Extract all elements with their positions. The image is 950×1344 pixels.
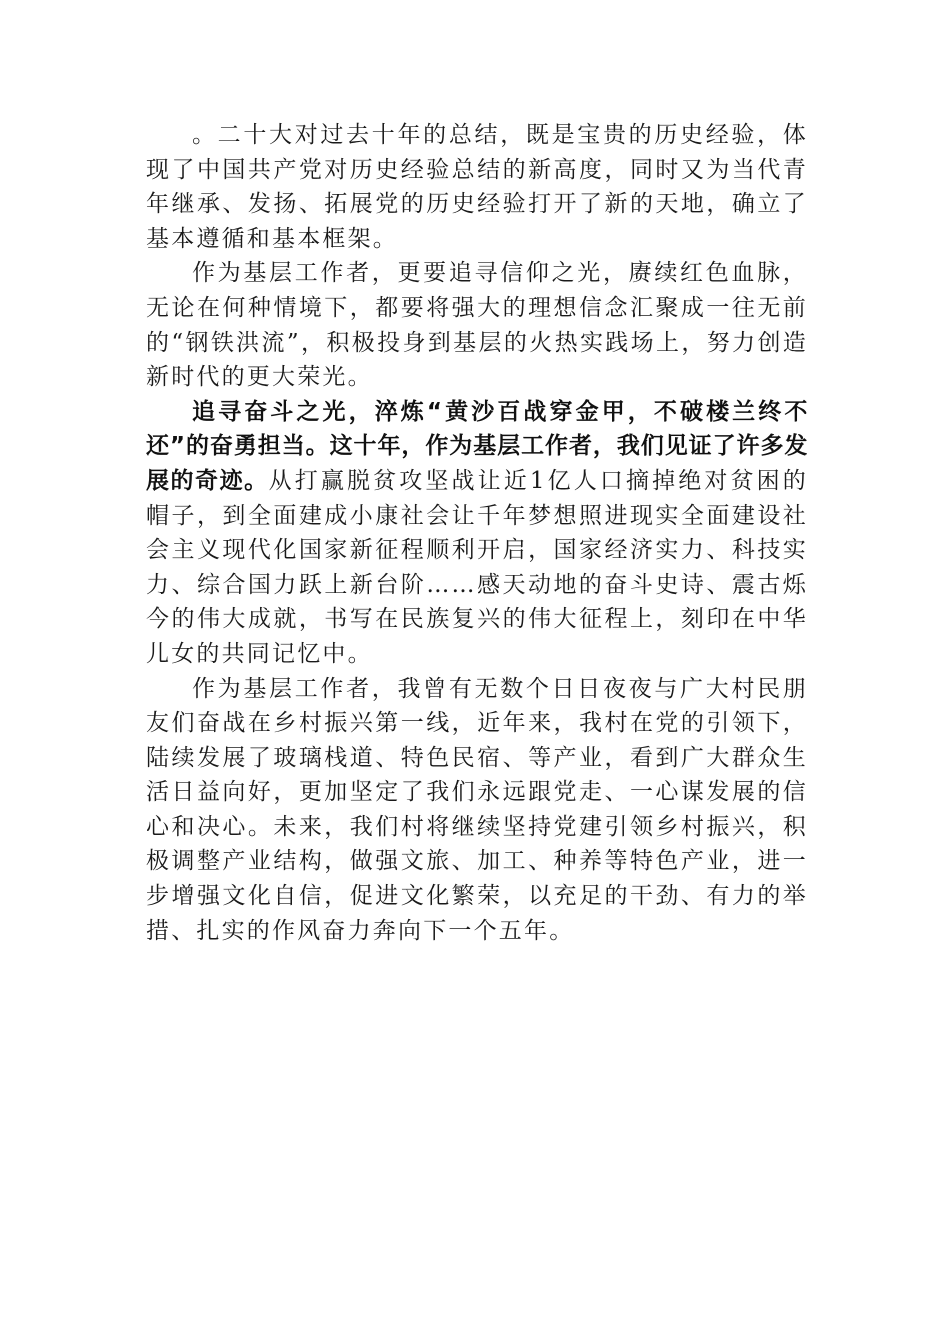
- paragraph-1-text: 。二十大对过去十年的总结，既是宝贵的历史经验，体现了中国共产党对历史经验总结的新高度，同时又为当代青年继承、发扬、拓展党的历史经验打开了新的天地，确立了基本遵循和基本框架。: [146, 122, 808, 252]
- paragraph-3-text: 从打赢脱贫攻坚战让近1亿人口摘掉绝对贫困的帽子，到全面建成小康社会让千年梦想照进现实全面建设社会主义现代化国家新征程顺利开启，国家经济实力、科技实力、综合国力跃上新台阶……感天动地的奋斗史诗、震古烁今的伟大成就，书写在民族复兴的伟大征程上，刻印在中华儿女的共同记忆中。: [146, 467, 808, 667]
- paragraph-2: [146, 256, 808, 394]
- paragraph-4: [146, 672, 808, 949]
- paragraph-3-bold-lead: 追寻奋斗之光，淬炼“黄沙百战穿金甲，不破楼兰终不还”的奋勇担当。这十年，作为基层工作者，我们见证了许多发展的奇迹。: [146, 398, 808, 494]
- paragraph-4-text: 作为基层工作者，我曾有无数个日日夜夜与广大村民朋友们奋战在乡村振兴第一线，近年来，我村在党的引领下，陆续发展了玻璃栈道、特色民宿、等产业，看到广大群众生活日益向好，更加坚定了我们永远跟党走、一心谋发展的信心和决心。未来，我们村将继续坚持党建引领乡村振兴，积极调整产业结构，做强文旅、加工、种养等特色产业，进一步增强文化自信，促进文化繁荣，以充足的干劲、有力的举措、扎实的作风奋力奔向下一个五年。: [146, 675, 808, 944]
- paragraph-3: [146, 395, 808, 672]
- paragraph-2-text: 作为基层工作者，更要追寻信仰之光，赓续红色血脉，无论在何种情境下，都要将强大的理想信念汇聚成一往无前的“钢铁洪流”，积极投身到基层的火热实践场上，努力创造新时代的更大荣光。: [146, 260, 808, 391]
- document-body: [146, 118, 808, 948]
- paragraph-1: [146, 118, 808, 256]
